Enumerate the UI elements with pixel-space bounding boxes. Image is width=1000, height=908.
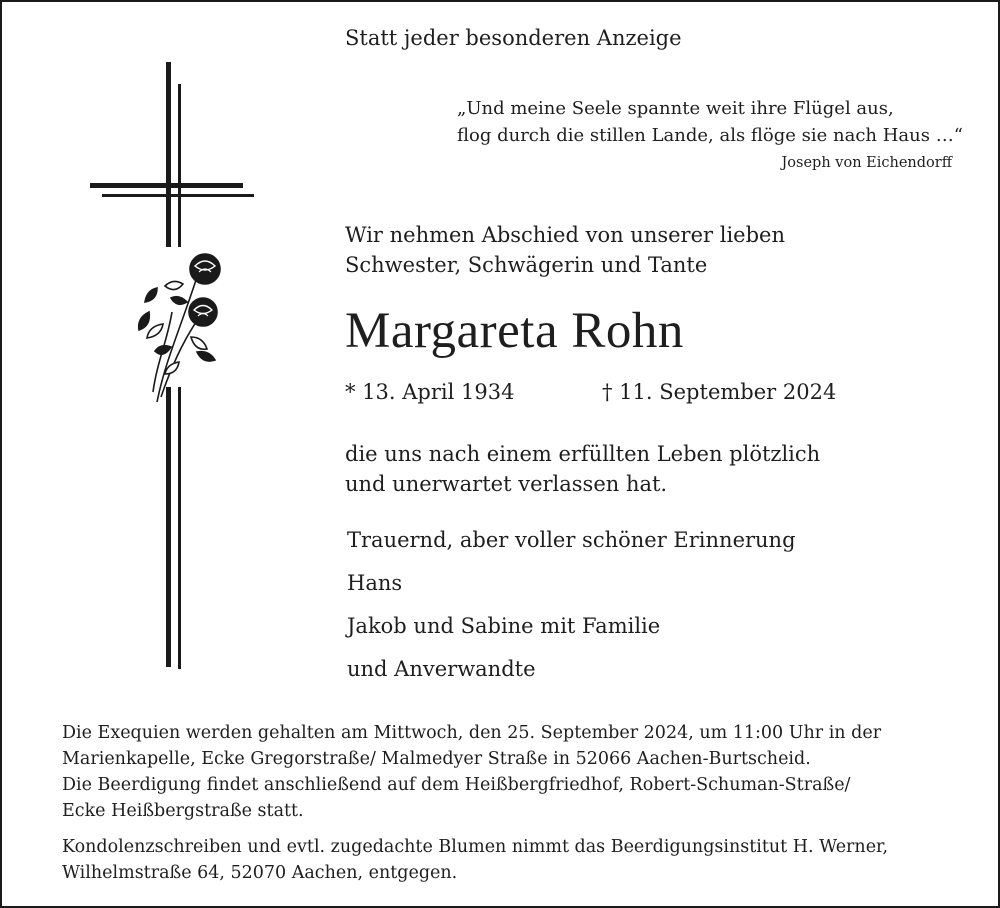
body-text bbox=[345, 439, 820, 499]
header-line: Statt jeder besonderen Anzeige bbox=[345, 26, 682, 50]
condolence-line-2: Wilhelmstraße 64, 52070 Aachen, entgegen. bbox=[62, 863, 458, 883]
intro-line-2: Schwester, Schwägerin und Tante bbox=[345, 253, 708, 277]
mourner-2: Jakob und Sabine mit Familie bbox=[347, 614, 661, 638]
cross-icon bbox=[87, 62, 262, 677]
death-date: † 11. September 2024 bbox=[602, 380, 837, 404]
mourner-3: und Anverwandte bbox=[347, 657, 536, 681]
condolence-line-1: Kondolenzschreiben und evtl. zugedachte Blumen nimmt das Beerdigungsinstitut H. Werner, bbox=[62, 837, 889, 857]
deceased-name: Margareta Rohn bbox=[345, 303, 684, 359]
body-line-1: die uns nach einem erfüllten Leben plötzlich bbox=[345, 442, 821, 466]
quote-line-1: „Und meine Seele spannte weit ihre Flügel aus, bbox=[457, 98, 894, 119]
quote-line-2: flog durch die stillen Lande, als flöge sie nach Haus …“ bbox=[457, 125, 963, 146]
funeral-line-1: Die Exequien werden gehalten am Mittwoch, den 25. September 2024, um 11:00 Uhr in der bbox=[62, 723, 882, 743]
quote-block bbox=[457, 95, 963, 149]
funeral-line-4: Ecke Heißbergstraße statt. bbox=[62, 801, 304, 821]
funeral-line-3: Die Beerdigung findet anschließend auf dem Heißbergfriedhof, Robert-Schuman-Straße/ bbox=[62, 775, 851, 795]
birth-date: * 13. April 1934 bbox=[345, 380, 515, 404]
mourner-1: Hans bbox=[347, 571, 403, 595]
intro-text bbox=[345, 220, 785, 280]
intro-line-1: Wir nehmen Abschied von unserer lieben bbox=[345, 223, 785, 247]
quote-author: Joseph von Eichendorff bbox=[781, 155, 952, 171]
funeral-line-2: Marienkapelle, Ecke Gregorstraße/ Malmedyer Straße in 52066 Aachen-Burtscheid. bbox=[62, 749, 811, 769]
condolence-details bbox=[62, 834, 888, 886]
body-line-2: und unerwartet verlassen hat. bbox=[345, 472, 668, 496]
mourning-line: Trauernd, aber voller schöner Erinnerung bbox=[347, 528, 796, 552]
funeral-details bbox=[62, 720, 881, 824]
